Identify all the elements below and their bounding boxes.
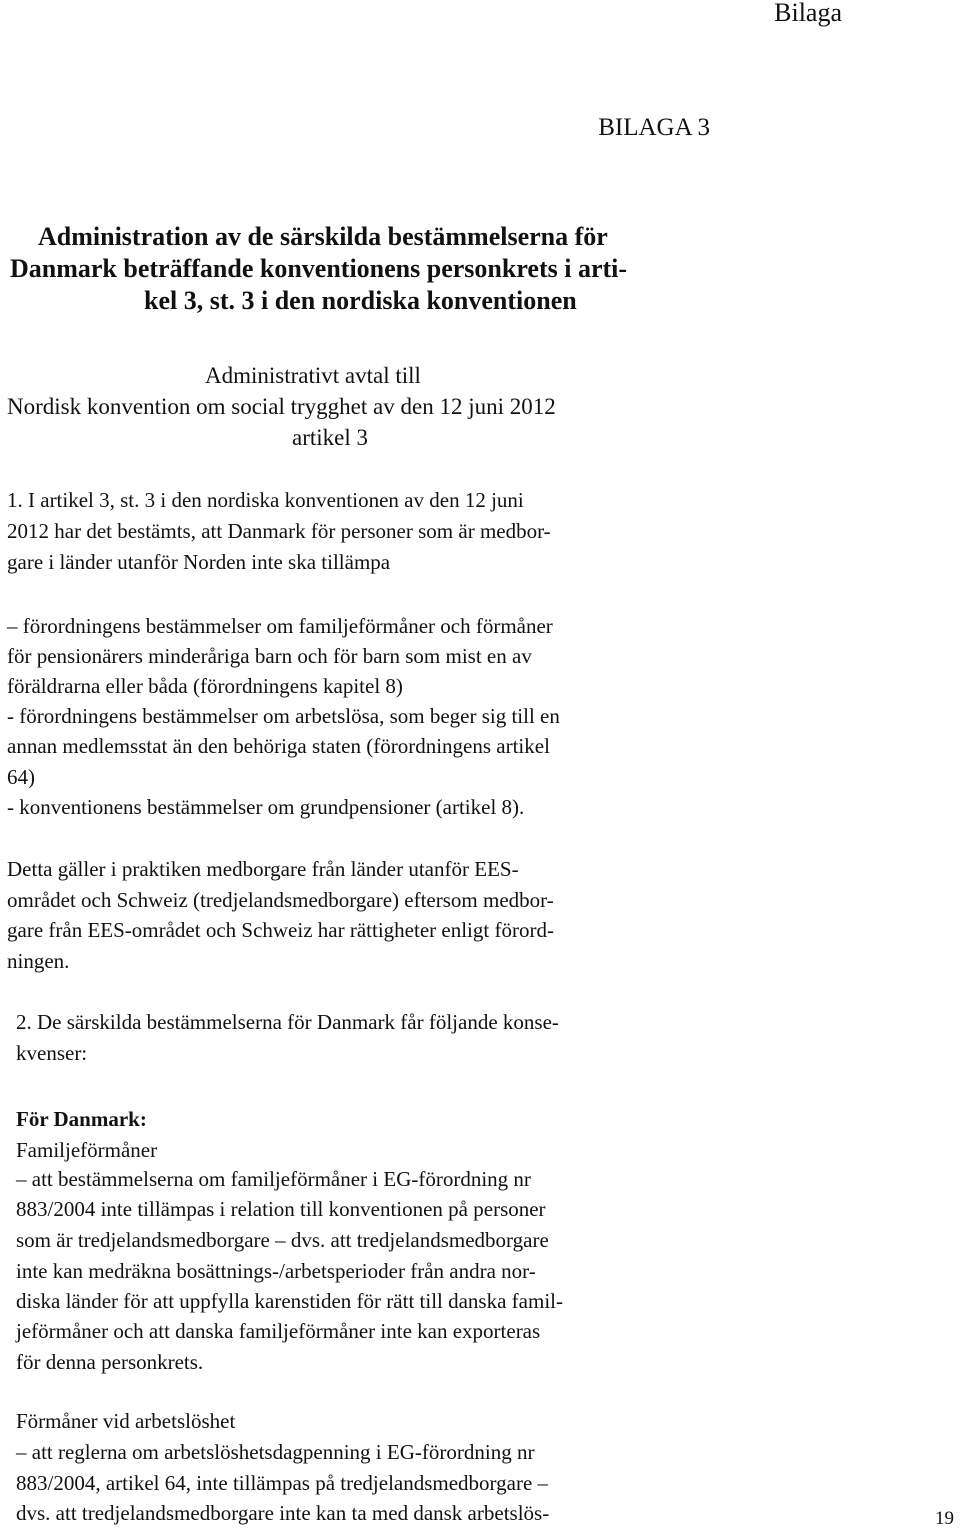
text-line: gare från EES-området och Schweiz har rättigheter enligt förord- — [7, 918, 554, 942]
text-line: dvs. att tredjelandsmedborgare inte kan ta med dansk arbetslös- — [16, 1501, 550, 1525]
text-line: Detta gäller i praktiken medborgare från länder utanför EES- — [7, 857, 519, 881]
title-line: Administration av de särskilda bestämmelserna för — [38, 222, 608, 251]
text-line: – att bestämmelserna om familjeförmåner i EG-förordning nr — [16, 1167, 531, 1191]
subtitle-line: Administrativt avtal till — [205, 363, 421, 388]
text-line: 1. I artikel 3, st. 3 i den nordiska konventionen av den 12 juni — [7, 488, 524, 512]
text-line: som är tredjelandsmedborgare – dvs. att tredjelandsmedborgare — [16, 1228, 549, 1252]
text-line: jeförmåner och att danska familjeförmåner inte kan exporteras — [16, 1319, 541, 1343]
text-line: 883/2004 inte tillämpas i relation till konventionen på personer — [16, 1197, 546, 1221]
list-item: - konventionens bestämmelser om grundpensioner (artikel 8). — [7, 795, 525, 819]
text-line: för denna personkrets. — [16, 1350, 204, 1374]
list-item: föräldrarna eller båda (förordningens kapitel 8) — [7, 674, 403, 698]
text-line: ningen. — [7, 949, 70, 973]
title-line: Danmark beträffande konventionens personkrets i arti- — [10, 254, 628, 283]
text-line: gare i länder utanför Norden inte ska tillämpa — [7, 550, 391, 574]
page-number: 19 — [935, 1508, 954, 1529]
list-item: annan medlemsstat än den behöriga staten (förordningens artikel — [7, 734, 550, 758]
family-heading: Familjeförmåner — [16, 1138, 158, 1162]
text-line: diska länder för att uppfylla karenstiden för rätt till danska famil- — [16, 1289, 563, 1313]
text-line: 2012 har det bestämts, att Danmark för personer som är medbor- — [7, 519, 551, 543]
subtitle-line: artikel 3 — [292, 425, 368, 450]
denmark-heading: För Danmark: — [16, 1107, 147, 1131]
title-line: kel 3, st. 3 i den nordiska konventionen — [144, 286, 577, 315]
text-line: 2. De särskilda bestämmelserna för Danmark får följande konse- — [16, 1010, 559, 1034]
header-label: Bilaga — [774, 0, 842, 27]
list-item: 64) — [7, 765, 35, 789]
list-item: - förordningens bestämmelser om arbetslösa, som beger sig till en — [7, 704, 560, 728]
text-line: – att reglerna om arbetslöshetsdagpenning i EG-förordning nr — [16, 1440, 535, 1464]
list-item: – förordningens bestämmelser om familjeförmåner och förmåner — [7, 614, 553, 638]
subtitle-line: Nordisk konvention om social trygghet av den 12 juni 2012 — [7, 394, 556, 419]
text-line: 883/2004, artikel 64, inte tillämpas på tredjelandsmedborgare – — [16, 1471, 549, 1495]
appendix-label: BILAGA 3 — [598, 114, 710, 141]
text-line: området och Schweiz (tredjelandsmedborgare) eftersom medbor- — [7, 888, 554, 912]
text-line: kvenser: — [16, 1041, 88, 1065]
text-line: inte kan medräkna bosättnings-/arbetsperioder från andra nor- — [16, 1259, 536, 1283]
list-item: för pensionärers minderåriga barn och för barn som mist en av — [7, 644, 532, 668]
unemployment-heading: Förmåner vid arbetslöshet — [16, 1409, 236, 1433]
